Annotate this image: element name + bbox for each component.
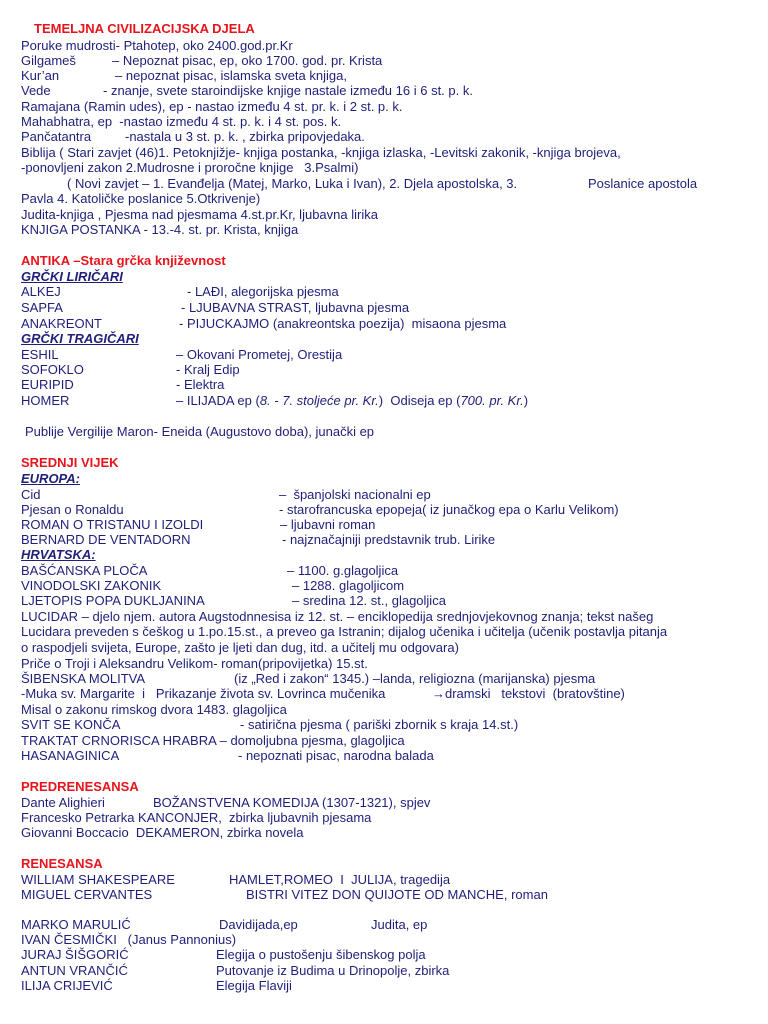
work-title: Cid — [21, 487, 41, 502]
work-description: – Okovani Prometej, Orestija — [176, 347, 343, 362]
work-description: (iz „Red i zakon“ 1345.) –landa, religiozna (marijanska) pjesma — [234, 671, 596, 686]
section-heading-renesansa: RENESANSA — [21, 856, 103, 871]
work-description: - PIJUCKAJMO (anakreontska poezija) misaona pjesma — [179, 316, 507, 331]
text-line: Biblija ( Stari zavjet (46)1. Petoknjižje- knjiga postanka, -knjiga izlaska, -Levitski zakonik, -knjiga brojeva, — [21, 145, 621, 160]
work-description: – ljubavni roman — [280, 517, 376, 532]
text-line: - znanje, svete staroindijske knjige nastale između 16 i 6 st. p. k. — [103, 83, 473, 98]
text-line: Vede — [21, 83, 51, 98]
work-description: BISTRI VITEZ DON QUIJOTE OD MANCHE, roman — [246, 887, 548, 902]
text-line: Judita-knjiga , Pjesma nad pjesmama 4.st.pr.Kr, ljubavna lirika — [21, 207, 378, 222]
text-line: Pavla 4. Katoličke poslanice 5.Otkrivenje) — [21, 191, 261, 206]
work-description: – 1100. g.glagoljica — [287, 563, 399, 578]
subheading-grcki-tragicari: GRČKI TRAGIČARI — [21, 331, 139, 346]
work-title: BAŠĆANSKA PLOČA — [21, 563, 148, 578]
text-line: – Nepoznat pisac, ep, oko 1700. god. pr. Krista — [112, 53, 383, 68]
text-line: Publije Vergilije Maron- Eneida (Augustovo doba), junački ep — [25, 424, 375, 439]
work-description: - starofrancuska epopeja( iz junačkog epa o Karlu Velikom) — [279, 502, 619, 517]
section-heading-antika: ANTIKA –Stara grčka književnost — [21, 253, 226, 268]
work-title: SVIT SE KONČA — [21, 717, 121, 732]
work-text: ) Odiseja ep ( — [378, 393, 461, 408]
author-name: ESHIL — [21, 347, 59, 362]
text-line: Poslanice apostola — [588, 176, 698, 191]
author-name: ALKEJ — [21, 284, 61, 299]
text-line: Poruke mudrosti- Ptahotep, oko 2400.god.pr.Kr — [21, 38, 293, 53]
subheading-europa: EUROPA: — [21, 471, 80, 486]
text-line: Giovanni Boccacio DEKAMERON, zbirka novela — [21, 825, 304, 840]
author-name: WILLIAM SHAKESPEARE — [21, 872, 175, 887]
work-description: - LJUBAVNA STRAST, ljubavna pjesma — [181, 300, 410, 315]
section-heading-temeljna: TEMELJNA CIVILIZACIJSKA DJELA — [34, 21, 255, 36]
subheading-grcki-liricari: GRČKI LIRIČARI — [21, 269, 123, 284]
author-name: Dante Alighieri — [21, 795, 105, 810]
work-title: VINODOLSKI ZAKONIK — [21, 578, 162, 593]
work-description: Putovanje iz Budima u Drinopolje, zbirka — [216, 963, 450, 978]
text-line: Francesko Petrarka KANCONJER, zbirka ljubavnih pjesama — [21, 810, 372, 825]
text-line: ( Novi zavjet – 1. Evanđelja (Matej, Marko, Luka i Ivan), 2. Djela apostolska, 3. — [67, 176, 518, 191]
work-title: ŠIBENSKA MOLITVA — [21, 671, 146, 686]
work-description: - LAĐI, alegorijska pjesma — [187, 284, 339, 299]
work-description: Davidijada,ep — [219, 917, 298, 932]
section-heading-predrenesansa: PREDRENESANSA — [21, 779, 139, 794]
author-name: HOMER — [21, 393, 70, 408]
author-name: ANTUN VRANČIĆ — [21, 963, 128, 978]
section-heading-srednji-vijek: SREDNJI VIJEK — [21, 455, 119, 470]
work-description: BOŽANSTVENA KOMEDIJA (1307-1321), spjev — [153, 795, 431, 810]
work-description: - Kralj Edip — [176, 362, 240, 377]
work-date: 8. - 7. stoljeće pr. Kr. — [259, 393, 379, 408]
text-line: IVAN ČESMIČKI (Janus Pannonius) — [21, 932, 237, 947]
work-description: Judita, ep — [371, 917, 428, 932]
work-title: LJETOPIS POPA DUKLJANINA — [21, 593, 205, 608]
text-line: Pančatantra — [21, 129, 92, 144]
work-description: – sredina 12. st., glagoljica — [292, 593, 446, 608]
text-line: Mahabhatra, ep -nastao između 4 st. p. k. i 4 st. pos. k. — [21, 114, 342, 129]
work-description: →dramski tekstovi (bratovštine) — [432, 686, 625, 701]
work-date: 700. pr. Kr. — [460, 393, 524, 408]
work-description: - najznačajniji predstavnik trub. Lirike — [282, 532, 496, 547]
work-title: HASANAGINICA — [21, 748, 120, 763]
work-description: Elegija Flaviji — [216, 978, 292, 993]
author-name: ILIJA CRIJEVIĆ — [21, 978, 113, 993]
author-name: EURIPID — [21, 377, 74, 392]
work-title: ROMAN O TRISTANU I IZOLDI — [21, 517, 204, 532]
text-line: Kur’an — [21, 68, 60, 83]
work-text: ) — [523, 393, 529, 408]
text-line: – nepoznat pisac, islamska sveta knjiga, — [115, 68, 347, 83]
text-line: -Muka sv. Margarite i Prikazanje života sv. Lovrinca mučenika — [21, 686, 386, 701]
work-description: Elegija o pustošenju šibenskog polja — [216, 947, 426, 962]
text-line: Gilgameš — [21, 53, 76, 68]
text-line: TRAKTAT CRNORISCA HRABRA – domoljubna pjesma, glagoljica — [21, 733, 405, 748]
text-line: -ponovljeni zakon 2.Mudrosne i proročne knjige 3.Psalmi) — [21, 160, 359, 175]
text-line: -nastala u 3 st. p. k. , zbirka pripovjedaka. — [125, 129, 365, 144]
text-line: LUCIDAR – djelo njem. autora Augstodnnesisa iz 12. st. – enciklopedija srednjovjekovnog znanja; tekst našeg — [21, 609, 654, 624]
work-description: - Elektra — [176, 377, 225, 392]
author-name: ANAKREONT — [21, 316, 102, 331]
author-name: SOFOKLO — [21, 362, 84, 377]
work-description — [176, 393, 528, 408]
work-description: HAMLET,ROMEO I JULIJA, tragedija — [229, 872, 451, 887]
work-title: BERNARD DE VENTADORN — [21, 532, 191, 547]
work-description: - nepoznati pisac, narodna balada — [238, 748, 434, 763]
author-name: MARKO MARULIĆ — [21, 917, 131, 932]
work-description: – 1288. glagoljicom — [292, 578, 405, 593]
text-line: Ramajana (Ramin udes), ep - nastao između 4 st. pr. k. i 2 st. p. k. — [21, 99, 403, 114]
text-line: KNJIGA POSTANKA - 13.-4. st. pr. Krista, knjiga — [21, 222, 299, 237]
author-name: JURAJ ŠIŠGORIĆ — [21, 947, 129, 962]
author-name: MIGUEL CERVANTES — [21, 887, 153, 902]
work-description: – španjolski nacionalni ep — [279, 487, 431, 502]
work-text: – ILIJADA ep ( — [176, 393, 260, 408]
work-title: Pjesan o Ronaldu — [21, 502, 124, 517]
text-line: Lucidara preveden s češkog u 1.po.15.st., a preveo ga Istranin; dijalog učenika i učitelja (učenik postavlja pitanja — [21, 624, 668, 639]
text-line: Priče o Troji i Aleksandru Velikom- roman(pripovijetka) 15.st. — [21, 656, 368, 671]
author-name: SAPFA — [21, 300, 63, 315]
text-line: o raspodjeli svijeta, Europe, zašto je ljeti dan dug, itd. a učitelj mu odgovara) — [21, 640, 459, 655]
work-description: - satirična pjesma ( pariški zbornik s kraja 14.st.) — [240, 717, 519, 732]
text-line: Misal o zakonu rimskog dvora 1483. glagoljica — [21, 702, 287, 717]
subheading-hrvatska: HRVATSKA: — [21, 547, 96, 562]
